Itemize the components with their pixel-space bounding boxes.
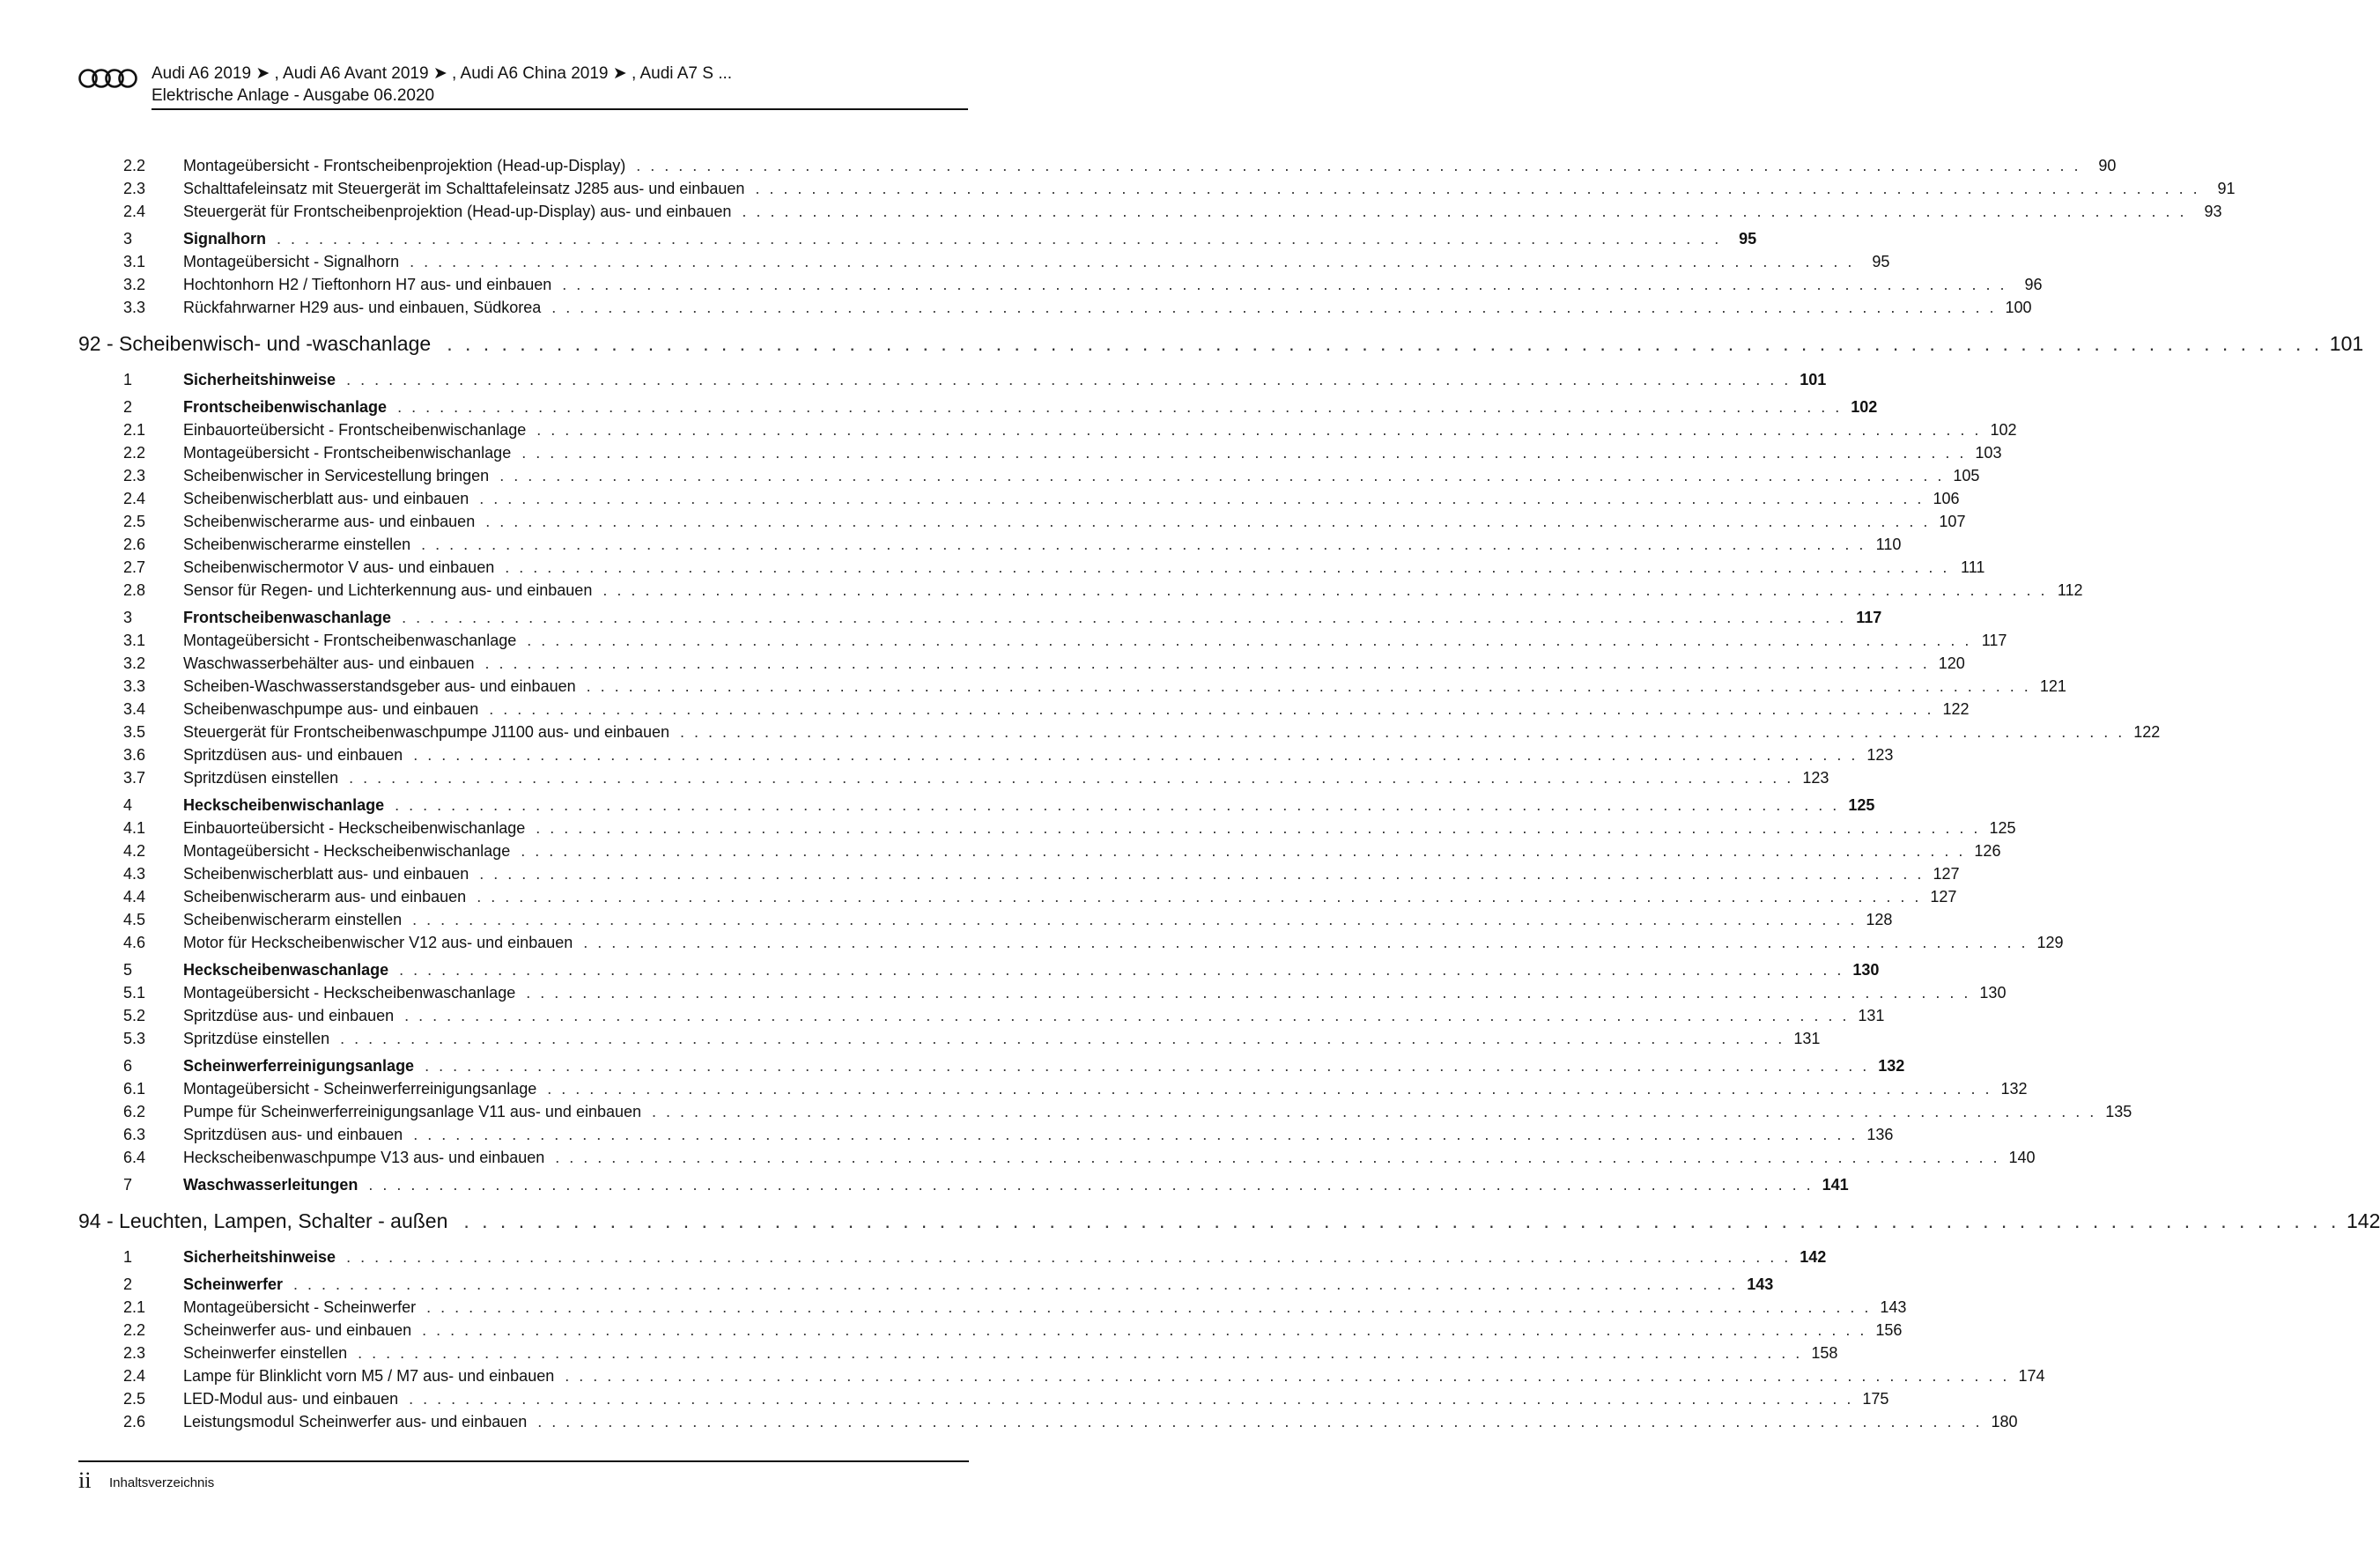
toc-page-number: 142: [1800, 1248, 1827, 1266]
toc-title: Montageübersicht - Frontscheibenprojektion (Head-up-Display): [183, 157, 626, 174]
toc-leader-dots: . . . . . . . . . . . . . . . . . . . . . . . . . . . . . . . . . . . . . . . . . . . . . . . . . . . . . . . . . . . . . . . . . . . . . . . . . . . . . . . . . . . . . . . . . . . . . . . . . . . . . . .: [413, 746, 1859, 764]
toc-title: Heckscheibenwaschanlage: [183, 961, 389, 979]
toc-row[interactable]: [123, 721, 2161, 743]
toc-page-number: 143: [1880, 1298, 1907, 1316]
chapter-title: 92 - Scheibenwisch- und -waschanlage: [78, 332, 432, 355]
toc-number: 1: [123, 1248, 133, 1266]
toc-page-number: 135: [2105, 1103, 2132, 1120]
toc-row[interactable]: [123, 840, 2001, 861]
toc-title: Scheinwerfer einstellen: [183, 1344, 348, 1362]
toc-number: 3.4: [123, 700, 146, 718]
toc-leader-dots: . . . . . . . . . . . . . . . . . . . . . . . . . . . . . . . . . . . . . . . . . . . . . . . . . . . . . . . . . . . . . . . . . . . . . . . . . . . . . . . . . . . . . . . . . . . . . . . . . . . . . . .: [583, 934, 2029, 951]
toc-leader-dots: . . . . . . . . . . . . . . . . . . . . . . . . . . . . . . . . . . . . . . . . . . . . . . . . . . . . . . . . . . . . . . . . . . . . . . . . . . . . . . . . . . . . . . . . . . . . . . . . . . . . . . .: [536, 421, 1982, 439]
toc-number: 5.3: [123, 1030, 146, 1047]
chapter-page-number: 142: [2346, 1209, 2380, 1232]
toc-page-number: 156: [1875, 1321, 1903, 1339]
toc-page-number: 131: [1858, 1007, 1885, 1024]
toc-number: 2.1: [123, 1298, 146, 1316]
toc-number: 2.4: [123, 1367, 146, 1385]
toc-page-number: 107: [1939, 513, 1966, 530]
toc-page-number: 127: [1930, 888, 1957, 906]
toc-leader-dots: . . . . . . . . . . . . . . . . . . . . . . . . . . . . . . . . . . . . . . . . . . . . . . . . . . . . . . . . . . . . . . . . . . . . . . . . . . . . . . . . . . . . . . . . . . . . . . . . . . . . . . .: [489, 700, 1934, 718]
footer-label: Inhaltsverzeichnis: [109, 1475, 215, 1490]
audi-rings-icon: [78, 67, 140, 90]
toc-row[interactable]: [123, 297, 2032, 318]
toc-page-number: 117: [1981, 632, 2007, 649]
toc-page-number: 174: [2018, 1367, 2045, 1385]
toc-title: Scheiben-Waschwasserstandsgeber aus- und einbauen: [183, 677, 576, 695]
toc-leader-dots: . . . . . . . . . . . . . . . . . . . . . . . . . . . . . . . . . . . . . . . . . . . . . . . . . . . . . . . . . . . . . . . . . . . . . . . . . . . . . . . . . . . . . . . . . . . . . . . . . . . . . . .: [425, 1057, 1870, 1075]
toc-page-number: 110: [1875, 536, 1902, 553]
toc-leader-dots: . . . . . . . . . . . . . . . . . . . . . . . . . . . . . . . . . . . . . . . . . . . . . . . . . . . . . . . . . . . . . . . . . . . . . . . . . . . . . . . . . . . . . . . . . . . . . . . . . . . . . . .: [565, 1367, 2010, 1385]
toc-row[interactable]: [123, 419, 2017, 440]
header-subtitle: Elektrische Anlage - Ausgabe 06.2020: [152, 86, 435, 105]
toc-page-number: 126: [1974, 842, 2001, 860]
toc-title: Scheibenwischerblatt aus- und einbauen: [183, 865, 469, 883]
toc-title: Montageübersicht - Signalhorn: [183, 253, 400, 270]
toc-number: 4.5: [123, 911, 146, 928]
toc-row[interactable]: [123, 1078, 2028, 1099]
toc-chapter-row[interactable]: [78, 330, 2364, 357]
toc-leader-dots: . . . . . . . . . . . . . . . . . . . . . . . . . . . . . . . . . . . . . . . . . . . . . . . . . . . . . . . . . . . . . . . . . . . . . . . . . . . . . . . . . . . . . . . . . . . . . . . . . . . . . . .: [426, 1298, 1872, 1316]
toc-leader-dots: . . . . . . . . . . . . . . . . . . . . . . . . . . . . . . . . . . . . . . . . . . . . . . . . . . . . . . . . . . . . . . . . . . . . . . . . . . . . . . . . . . . . . . . . . . . . . . . . . . . . . . .: [499, 467, 1945, 484]
toc-page-number: 140: [2008, 1149, 2036, 1166]
footer-page-number: ii: [78, 1467, 92, 1493]
toc-page-number: 123: [1802, 769, 1829, 787]
toc-section-row[interactable]: [123, 959, 1880, 980]
toc-row[interactable]: [123, 580, 2083, 601]
toc-number: 3.3: [123, 299, 146, 316]
toc-page-number: 106: [1933, 490, 1960, 507]
toc-title: Steuergerät für Frontscheibenwaschpumpe J1100 aus- und einbauen: [183, 723, 670, 741]
toc-number: 3.2: [123, 276, 146, 293]
toc-leader-dots: . . . . . . . . . . . . . . . . . . . . . . . . . . . . . . . . . . . . . . . . . . . . . . . . . . . . . . . . . . . . . . . . . . . . . . . . . . . . . . . . . . . . . . . . . . . . . . . . . . . . . . .: [547, 1080, 1992, 1098]
toc-leader-dots: . . . . . . . . . . . . . . . . . . . . . . . . . . . . . . . . . . . . . . . . . . . . . . . . . . . . . . . . . . . . . . . . . . . . . . . . . . . . . . . . . . . . . . . . . . . . . . . . . . . . . . .: [636, 157, 2081, 174]
toc-number: 2.2: [123, 444, 146, 462]
toc-title: Spritzdüse aus- und einbauen: [183, 1007, 395, 1024]
footer-divider: [78, 1460, 969, 1462]
toc-title: Steuergerät für Frontscheibenprojektion (Head-up-Display) aus- und einbauen: [183, 203, 732, 220]
toc-leader-dots: . . . . . . . . . . . . . . . . . . . . . . . . . . . . . . . . . . . . . . . . . . . . . . . . . . . . . . . . . . . . . . . . . . . . . . . . . . . . . . . . . . . . . . . . . . . . . . . . . . . . . . .: [413, 1126, 1859, 1143]
toc-leader-dots: . . . . . . . . . . . . . . . . . . . . . . . . . . . . . . . . . . . . . . . . . . . . . . . . . . . . . . . . . . . . . . . . . . . . . . . . . . . . . . . . . . . . . . . . . . . . . . . . . . . . . . .: [479, 865, 1925, 883]
toc-page-number: 175: [1862, 1390, 1889, 1408]
toc-number: 2.2: [123, 157, 146, 174]
toc-row[interactable]: [123, 817, 2016, 839]
toc-leader-dots: . . . . . . . . . . . . . . . . . . . . . . . . . . . . . . . . . . . . . . . . . . . . . . . . . . . . . . . . . . . . . . . . . . . . . . . . . . . . . . . . . . . . . . . . . . . . . . . . . . . . . . .: [463, 1209, 2340, 1232]
toc-number: 5.1: [123, 984, 146, 1002]
toc-number: 2.4: [123, 203, 146, 220]
toc-section-row[interactable]: [123, 228, 1757, 249]
toc-row[interactable]: [123, 557, 1985, 578]
toc-title: Spritzdüsen einstellen: [183, 769, 339, 787]
toc-leader-dots: . . . . . . . . . . . . . . . . . . . . . . . . . . . . . . . . . . . . . . . . . . . . . . . . . . . . . . . . . . . . . . . . . . . . . . . . . . . . . . . . . . . . . . . . . . . . . . . . . . . . . . .: [399, 961, 1844, 979]
toc-page-number: 95: [1739, 230, 1757, 248]
toc-title: Frontscheibenwaschanlage: [183, 609, 392, 626]
toc-title: Frontscheibenwischanlage: [183, 398, 388, 416]
toc-leader-dots: . . . . . . . . . . . . . . . . . . . . . . . . . . . . . . . . . . . . . . . . . . . . . . . . . . . . . . . . . . . . . . . . . . . . . . . . . . . . . . . . . . . . . . . . . . . . . . . . . . . . . . .: [358, 1344, 1803, 1362]
toc-title: Waschwasserbehälter aus- und einbauen: [183, 654, 475, 672]
toc-page-number: 127: [1933, 865, 1960, 883]
toc-leader-dots: . . . . . . . . . . . . . . . . . . . . . . . . . . . . . . . . . . . . . . . . . . . . . . . . . . . . . . . . . . . . . . . . . . . . . . . . . . . . . . . . . . . . . . . . . . . . . . . . . . . . . . .: [410, 253, 1855, 270]
toc-number: 5.2: [123, 1007, 146, 1024]
toc-leader-dots: . . . . . . . . . . . . . . . . . . . . . . . . . . . . . . . . . . . . . . . . . . . . . . . . . . . . . . . . . . . . . . . . . . . . . . . . . . . . . . . . . . . . . . . . . . . . . . . . . . . . . . .: [536, 819, 1981, 837]
toc-leader-dots: . . . . . . . . . . . . . . . . . . . . . . . . . . . . . . . . . . . . . . . . . . . . . . . . . . . . . . . . . . . . . . . . . . . . . . . . . . . . . . . . . . . . . . . . . . . . . . . . . . . . . . .: [395, 796, 1840, 814]
toc-title: Heckscheibenwischanlage: [183, 796, 385, 814]
toc-title: Scheibenwischerarm aus- und einbauen: [183, 888, 467, 906]
toc-row[interactable]: [123, 744, 1894, 765]
toc-leader-dots: . . . . . . . . . . . . . . . . . . . . . . . . . . . . . . . . . . . . . . . . . . . . . . . . . . . . . . . . . . . . . . . . . . . . . . . . . . . . . . . . . . . . . . . . . . . . . . . . . . . . . . .: [397, 398, 1843, 416]
toc-leader-dots: . . . . . . . . . . . . . . . . . . . . . . . . . . . . . . . . . . . . . . . . . . . . . . . . . . . . . . . . . . . . . . . . . . . . . . . . . . . . . . . . . . . . . . . . . . . . . . . . . . . . . . .: [527, 632, 1972, 649]
toc-title: Rückfahrwarner H29 aus- und einbauen, Südkorea: [183, 299, 542, 316]
toc-title: Scheibenwischerarm einstellen: [183, 911, 403, 928]
toc-number: 2.2: [123, 1321, 146, 1339]
toc-number: 2.7: [123, 558, 146, 576]
toc-number: 3.3: [123, 677, 146, 695]
toc-row[interactable]: [123, 1101, 2132, 1122]
toc-number: 2.5: [123, 513, 146, 530]
toc-section-row[interactable]: [123, 369, 1827, 390]
toc-leader-dots: . . . . . . . . . . . . . . . . . . . . . . . . . . . . . . . . . . . . . . . . . . . . . . . . . . . . . . . . . . . . . . . . . . . . . . . . . . . . . . . . . . . . . . . . . . . . . . . . . . . . . . .: [562, 276, 2007, 293]
toc-title: Montageübersicht - Frontscheibenwaschanlage: [183, 632, 517, 649]
toc-title: Montageübersicht - Scheinwerfer: [183, 1298, 417, 1316]
header-title: Audi A6 2019 ➤ , Audi A6 Avant 2019 ➤ , Audi A6 China 2019 ➤ , Audi A7 S ...: [152, 64, 733, 83]
toc-row[interactable]: [123, 155, 2117, 176]
toc-number: 7: [123, 1176, 133, 1194]
toc-leader-dots: . . . . . . . . . . . . . . . . . . . . . . . . . . . . . . . . . . . . . . . . . . . . . . . . . . . . . . . . . . . . . . . . . . . . . . . . . . . . . . . . . . . . . . . . . . . . . . . . . . . . . . .: [586, 677, 2031, 695]
toc-number: 6.3: [123, 1126, 146, 1143]
toc-row[interactable]: [123, 1388, 1889, 1409]
toc-row[interactable]: [123, 699, 1970, 720]
toc-leader-dots: . . . . . . . . . . . . . . . . . . . . . . . . . . . . . . . . . . . . . . . . . . . . . . . . . . . . . . . . . . . . . . . . . . . . . . . . . . . . . . . . . . . . . . . . . . . . . . . . . . . . . . .: [477, 888, 1922, 906]
toc-page-number: 90: [2098, 157, 2117, 174]
toc-leader-dots: . . . . . . . . . . . . . . . . . . . . . . . . . . . . . . . . . . . . . . . . . . . . . . . . . . . . . . . . . . . . . . . . . . . . . . . . . . . . . . . . . . . . . . . . . . . . . . . . . . . . . . .: [368, 1176, 1814, 1194]
toc-row[interactable]: [123, 630, 2007, 651]
toc-title: Montageübersicht - Heckscheibenwaschanlage: [183, 984, 516, 1002]
toc-number: 6.2: [123, 1103, 146, 1120]
toc-title: Pumpe für Scheinwerferreinigungsanlage V11 aus- und einbauen: [183, 1103, 642, 1120]
toc-page-number: 122: [2133, 723, 2161, 741]
toc-row[interactable]: [123, 1365, 2045, 1386]
toc-leader-dots: . . . . . . . . . . . . . . . . . . . . . . . . . . . . . . . . . . . . . . . . . . . . . . . . . . . . . . . . . . . . . . . . . . . . . . . . . . . . . . . . . . . . . . . . . . . . . . . . . . . . . . .: [526, 984, 1971, 1002]
toc-leader-dots: . . . . . . . . . . . . . . . . . . . . . . . . . . . . . . . . . . . . . . . . . . . . . . . . . . . . . . . . . . . . . . . . . . . . . . . . . . . . . . . . . . . . . . . . . . . . . . . . . . . . . . .: [346, 1248, 1792, 1266]
toc-title: Scheibenwischerarme einstellen: [183, 536, 411, 553]
toc-number: 2.6: [123, 1413, 146, 1430]
toc-page-number: 128: [1866, 911, 1893, 928]
toc-leader-dots: . . . . . . . . . . . . . . . . . . . . . . . . . . . . . . . . . . . . . . . . . . . . . . . . . . . . . . . . . . . . . . . . . . . . . . . . . . . . . . . . . . . . . . . . . . . . . . . . . . . . . . .: [742, 203, 2187, 220]
toc-leader-dots: . . . . . . . . . . . . . . . . . . . . . . . . . . . . . . . . . . . . . . . . . . . . . . . . . . . . . . . . . . . . . . . . . . . . . . . . . . . . . . . . . . . . . . . . . . . . . . . . . . . . . . .: [412, 911, 1858, 928]
toc-number: 4.1: [123, 819, 146, 837]
toc-section-row[interactable]: [123, 1174, 1849, 1195]
toc-number: 1: [123, 371, 133, 388]
toc-page-number: 143: [1747, 1275, 1774, 1293]
toc-leader-dots: . . . . . . . . . . . . . . . . . . . . . . . . . . . . . . . . . . . . . . . . . . . . . . . . . . . . . . . . . . . . . . . . . . . . . . . . . . . . . . . . . . . . . . . . . . . . . . . . . . . . . . .: [404, 1007, 1850, 1024]
toc-leader-dots: . . . . . . . . . . . . . . . . . . . . . . . . . . . . . . . . . . . . . . . . . . . . . . . . . . . . . . . . . . . . . . . . . . . . . . . . . . . . . . . . . . . . . . . . . . . . . . . . . . . . . . .: [521, 842, 1966, 860]
toc-leader-dots: . . . . . . . . . . . . . . . . . . . . . . . . . . . . . . . . . . . . . . . . . . . . . . . . . . . . . . . . . . . . . . . . . . . . . . . . . . . . . . . . . . . . . . . . . . . . . . . . . . . . . . .: [680, 723, 2125, 741]
toc-leader-dots: . . . . . . . . . . . . . . . . . . . . . . . . . . . . . . . . . . . . . . . . . . . . . . . . . . . . . . . . . . . . . . . . . . . . . . . . . . . . . . . . . . . . . . . . . . . . . . . . . . . . . . .: [652, 1103, 2097, 1120]
toc-page-number: 122: [1942, 700, 1970, 718]
toc-row[interactable]: [123, 201, 2222, 222]
toc-row[interactable]: [123, 442, 2002, 463]
toc-page-number: 121: [2039, 677, 2066, 695]
toc-title: Einbauorteübersicht - Heckscheibenwischanlage: [183, 819, 526, 837]
toc-page-number: 141: [1822, 1176, 1849, 1194]
toc-title: Montageübersicht - Scheinwerferreinigungsanlage: [183, 1080, 537, 1098]
toc-leader-dots: . . . . . . . . . . . . . . . . . . . . . . . . . . . . . . . . . . . . . . . . . . . . . . . . . . . . . . . . . . . . . . . . . . . . . . . . . . . . . . . . . . . . . . . . . . . . . . . . . . . . . . .: [277, 230, 1722, 248]
toc-number: 3.1: [123, 632, 146, 649]
toc-title: Montageübersicht - Frontscheibenwischanlage: [183, 444, 512, 462]
toc-page-number: 95: [1872, 253, 1890, 270]
toc-title: LED-Modul aus- und einbauen: [183, 1390, 399, 1408]
toc-leader-dots: . . . . . . . . . . . . . . . . . . . . . . . . . . . . . . . . . . . . . . . . . . . . . . . . . . . . . . . . . . . . . . . . . . . . . . . . . . . . . . . . . . . . . . . . . . . . . . . . . . . . . . .: [505, 558, 1950, 576]
toc-leader-dots: . . . . . . . . . . . . . . . . . . . . . . . . . . . . . . . . . . . . . . . . . . . . . . . . . . . . . . . . . . . . . . . . . . . . . . . . . . . . . . . . . . . . . . . . . . . . . . . . . . . . . . .: [340, 1030, 1785, 1047]
toc-page-number: 91: [2217, 180, 2236, 197]
toc-number: 3.6: [123, 746, 146, 764]
toc-page-number: 132: [1878, 1057, 1905, 1075]
toc-page-number: 130: [1979, 984, 2007, 1002]
toc-title: Scheibenwischermotor V aus- und einbauen: [183, 558, 495, 576]
toc-row[interactable]: [123, 886, 1957, 907]
toc-page-number: 158: [1811, 1344, 1838, 1362]
toc-number: 2.5: [123, 1390, 146, 1408]
toc-number: 3: [123, 609, 133, 626]
toc-leader-dots: . . . . . . . . . . . . . . . . . . . . . . . . . . . . . . . . . . . . . . . . . . . . . . . . . . . . . . . . . . . . . . . . . . . . . . . . . . . . . . . . . . . . . . . . . . . . . . . . . . . . . . .: [555, 1149, 2000, 1166]
toc-number: 4.4: [123, 888, 146, 906]
toc-row[interactable]: [123, 178, 2236, 199]
toc-number: 3: [123, 230, 133, 248]
toc-page-number: 130: [1852, 961, 1880, 979]
toc-title: Signalhorn: [183, 230, 266, 248]
toc-leader-dots: . . . . . . . . . . . . . . . . . . . . . . . . . . . . . . . . . . . . . . . . . . . . . . . . . . . . . . . . . . . . . . . . . . . . . . . . . . . . . . . . . . . . . . . . . . . . . . . . . . . . . . .: [602, 581, 2048, 599]
toc-page-number: 102: [1990, 421, 2017, 439]
toc-title: Montageübersicht - Heckscheibenwischanlage: [183, 842, 511, 860]
toc-leader-dots: . . . . . . . . . . . . . . . . . . . . . . . . . . . . . . . . . . . . . . . . . . . . . . . . . . . . . . . . . . . . . . . . . . . . . . . . . . . . . . . . . . . . . . . . . . . . . . . . . . . . . . .: [349, 769, 1794, 787]
toc-page-number: 131: [1793, 1030, 1821, 1047]
toc-page-number: 132: [2000, 1080, 2028, 1098]
toc-number: 6: [123, 1057, 133, 1075]
toc-number: 2: [123, 1275, 133, 1293]
toc-number: 4: [123, 796, 133, 814]
toc-row[interactable]: [123, 909, 1893, 930]
toc-number: 2.3: [123, 1344, 146, 1362]
chapter-title: 94 - Leuchten, Lampen, Schalter - außen: [78, 1209, 448, 1232]
toc-section-row[interactable]: [123, 1246, 1827, 1268]
toc-page-number: 111: [1961, 558, 1985, 576]
toc-title: Scheinwerferreinigungsanlage: [183, 1057, 415, 1075]
toc-title: Schalttafeleinsatz mit Steuergerät im Schalttafeleinsatz J285 aus- und einbauen: [183, 180, 745, 197]
toc-page-number: 101: [1800, 371, 1827, 388]
toc-number: 5: [123, 961, 133, 979]
toc-row[interactable]: [123, 465, 1980, 486]
toc-section-row[interactable]: [123, 795, 1875, 816]
toc-title: Scheibenwischerarme aus- und einbauen: [183, 513, 476, 530]
toc-title: Einbauorteübersicht - Frontscheibenwischanlage: [183, 421, 527, 439]
toc-number: 4.6: [123, 934, 146, 951]
toc-leader-dots: . . . . . . . . . . . . . . . . . . . . . . . . . . . . . . . . . . . . . . . . . . . . . . . . . . . . . . . . . . . . . . . . . . . . . . . . . . . . . . . . . . . . . . . . . . . . . . . . . . . . . . .: [293, 1275, 1739, 1293]
toc-title: Spritzdüsen aus- und einbauen: [183, 746, 403, 764]
toc-title: Motor für Heckscheibenwischer V12 aus- und einbauen: [183, 934, 573, 951]
toc-row[interactable]: [123, 1124, 1894, 1145]
toc-title: Scheibenwischer in Servicestellung bringen: [183, 467, 490, 484]
toc-number: 4.3: [123, 865, 146, 883]
toc-row[interactable]: [123, 932, 2064, 953]
toc-leader-dots: . . . . . . . . . . . . . . . . . . . . . . . . . . . . . . . . . . . . . . . . . . . . . . . . . . . . . . . . . . . . . . . . . . . . . . . . . . . . . . . . . . . . . . . . . . . . . . . . . . . . . . .: [479, 490, 1925, 507]
toc-row[interactable]: [123, 863, 1960, 884]
toc-page-number: 93: [2204, 203, 2222, 220]
toc-number: 3.1: [123, 253, 146, 270]
toc-number: 6.1: [123, 1080, 146, 1098]
toc-title: Sicherheitshinweise: [183, 371, 336, 388]
toc-row[interactable]: [123, 982, 2007, 1003]
toc-title: Heckscheibenwaschpumpe V13 aus- und einbauen: [183, 1149, 545, 1166]
toc-leader-dots: . . . . . . . . . . . . . . . . . . . . . . . . . . . . . . . . . . . . . . . . . . . . . . . . . . . . . . . . . . . . . . . . . . . . . . . . . . . . . . . . . . . . . . . . . . . . . . . . . . . . . . .: [409, 1390, 1854, 1408]
toc-page-number: 117: [1856, 609, 1882, 626]
toc-title: Leistungsmodul Scheinwerfer aus- und einbauen: [183, 1413, 528, 1430]
toc-number: 2: [123, 398, 133, 416]
toc-number: 2.4: [123, 490, 146, 507]
toc-number: 2.8: [123, 581, 146, 599]
toc-number: 2.3: [123, 467, 146, 484]
toc-leader-dots: . . . . . . . . . . . . . . . . . . . . . . . . . . . . . . . . . . . . . . . . . . . . . . . . . . . . . . . . . . . . . . . . . . . . . . . . . . . . . . . . . . . . . . . . . . . . . . . . . . . . . . .: [551, 299, 1997, 316]
toc-page-number: 100: [2005, 299, 2032, 316]
toc-row[interactable]: [123, 653, 1965, 674]
toc-page-number: 180: [1991, 1413, 2018, 1430]
toc-leader-dots: . . . . . . . . . . . . . . . . . . . . . . . . . . . . . . . . . . . . . . . . . . . . . . . . . . . . . . . . . . . . . . . . . . . . . . . . . . . . . . . . . . . . . . . . . . . . . . . . . . . . . . .: [537, 1413, 1983, 1430]
toc-number: 3.7: [123, 769, 146, 787]
toc-leader-dots: . . . . . . . . . . . . . . . . . . . . . . . . . . . . . . . . . . . . . . . . . . . . . . . . . . . . . . . . . . . . . . . . . . . . . . . . . . . . . . . . . . . . . . . . . . . . . . . . . . . . . . .: [422, 1321, 1867, 1339]
toc-row[interactable]: [123, 274, 2043, 295]
toc-title: Sicherheitshinweise: [183, 1248, 336, 1266]
toc-section-row[interactable]: [123, 1274, 1774, 1295]
toc-page-number: 123: [1866, 746, 1894, 764]
toc-number: 4.2: [123, 842, 146, 860]
toc-section-row[interactable]: [123, 396, 1878, 418]
toc-title: Scheinwerfer: [183, 1275, 284, 1293]
toc-page-number: 129: [2036, 934, 2064, 951]
toc-page-number: 102: [1851, 398, 1878, 416]
toc-leader-dots: . . . . . . . . . . . . . . . . . . . . . . . . . . . . . . . . . . . . . . . . . . . . . . . . . . . . . . . . . . . . . . . . . . . . . . . . . . . . . . . . . . . . . . . . . . . . . . . . . . . . . . .: [484, 654, 1930, 672]
toc-section-row[interactable]: [123, 1055, 1905, 1076]
toc-leader-dots: . . . . . . . . . . . . . . . . . . . . . . . . . . . . . . . . . . . . . . . . . . . . . . . . . . . . . . . . . . . . . . . . . . . . . . . . . . . . . . . . . . . . . . . . . . . . . . . . . . . . . . .: [447, 332, 2324, 355]
toc-page-number: 96: [2024, 276, 2043, 293]
chapter-page-number: 101: [2329, 332, 2364, 355]
toc-row[interactable]: [123, 1028, 1821, 1049]
toc-row[interactable]: [123, 251, 1890, 272]
toc-chapter-row[interactable]: [78, 1208, 2380, 1234]
toc-page-number: 125: [1848, 796, 1875, 814]
toc-title: Spritzdüsen aus- und einbauen: [183, 1126, 403, 1143]
toc-row[interactable]: [123, 511, 1966, 532]
toc-title: Lampe für Blinklicht vorn M5 / M7 aus- und einbauen: [183, 1367, 555, 1385]
toc-leader-dots: . . . . . . . . . . . . . . . . . . . . . . . . . . . . . . . . . . . . . . . . . . . . . . . . . . . . . . . . . . . . . . . . . . . . . . . . . . . . . . . . . . . . . . . . . . . . . . . . . . . . . . .: [521, 444, 1967, 462]
toc-row[interactable]: [123, 1342, 1838, 1364]
toc-number: 3.5: [123, 723, 146, 741]
toc-leader-dots: . . . . . . . . . . . . . . . . . . . . . . . . . . . . . . . . . . . . . . . . . . . . . . . . . . . . . . . . . . . . . . . . . . . . . . . . . . . . . . . . . . . . . . . . . . . . . . . . . . . . . . .: [346, 371, 1792, 388]
toc-row[interactable]: [123, 767, 1829, 788]
toc-title: Scheibenwaschpumpe aus- und einbauen: [183, 700, 479, 718]
toc-title: Scheinwerfer aus- und einbauen: [183, 1321, 412, 1339]
toc-number: 6.4: [123, 1149, 146, 1166]
toc-leader-dots: . . . . . . . . . . . . . . . . . . . . . . . . . . . . . . . . . . . . . . . . . . . . . . . . . . . . . . . . . . . . . . . . . . . . . . . . . . . . . . . . . . . . . . . . . . . . . . . . . . . . . . .: [485, 513, 1931, 530]
toc-section-row[interactable]: [123, 607, 1882, 628]
toc-title: Sensor für Regen- und Lichterkennung aus- und einbauen: [183, 581, 593, 599]
toc-number: 2.1: [123, 421, 146, 439]
toc-row[interactable]: [123, 1297, 1907, 1318]
toc-page-number: 120: [1938, 654, 1965, 672]
toc-page-number: 136: [1866, 1126, 1894, 1143]
toc-leader-dots: . . . . . . . . . . . . . . . . . . . . . . . . . . . . . . . . . . . . . . . . . . . . . . . . . . . . . . . . . . . . . . . . . . . . . . . . . . . . . . . . . . . . . . . . . . . . . . . . . . . . . . .: [402, 609, 1847, 626]
header-divider: [152, 108, 968, 110]
toc-page-number: 105: [1953, 467, 1980, 484]
toc-page-number: 125: [1989, 819, 2016, 837]
toc-leader-dots: . . . . . . . . . . . . . . . . . . . . . . . . . . . . . . . . . . . . . . . . . . . . . . . . . . . . . . . . . . . . . . . . . . . . . . . . . . . . . . . . . . . . . . . . . . . . . . . . . . . . . . .: [421, 536, 1866, 553]
toc-title: Spritzdüse einstellen: [183, 1030, 330, 1047]
toc-row[interactable]: [123, 676, 2066, 697]
toc-number: 3.2: [123, 654, 146, 672]
toc-row[interactable]: [123, 534, 1902, 555]
toc-number: 2.6: [123, 536, 146, 553]
toc-title: Hochtonhorn H2 / Tieftonhorn H7 aus- und einbauen: [183, 276, 552, 293]
toc-row[interactable]: [123, 1005, 1885, 1026]
toc-row[interactable]: [123, 1411, 2018, 1432]
toc-number: 2.3: [123, 180, 146, 197]
toc-page-number: 103: [1975, 444, 2002, 462]
toc-row[interactable]: [123, 488, 1960, 509]
toc-row[interactable]: [123, 1147, 2036, 1168]
toc-title: Waschwasserleitungen: [183, 1176, 358, 1194]
toc-row[interactable]: [123, 1320, 1903, 1341]
toc-page-number: 112: [2057, 581, 2083, 599]
toc-leader-dots: . . . . . . . . . . . . . . . . . . . . . . . . . . . . . . . . . . . . . . . . . . . . . . . . . . . . . . . . . . . . . . . . . . . . . . . . . . . . . . . . . . . . . . . . . . . . . . . . . . . . . . .: [755, 180, 2200, 197]
toc-title: Scheibenwischerblatt aus- und einbauen: [183, 490, 469, 507]
